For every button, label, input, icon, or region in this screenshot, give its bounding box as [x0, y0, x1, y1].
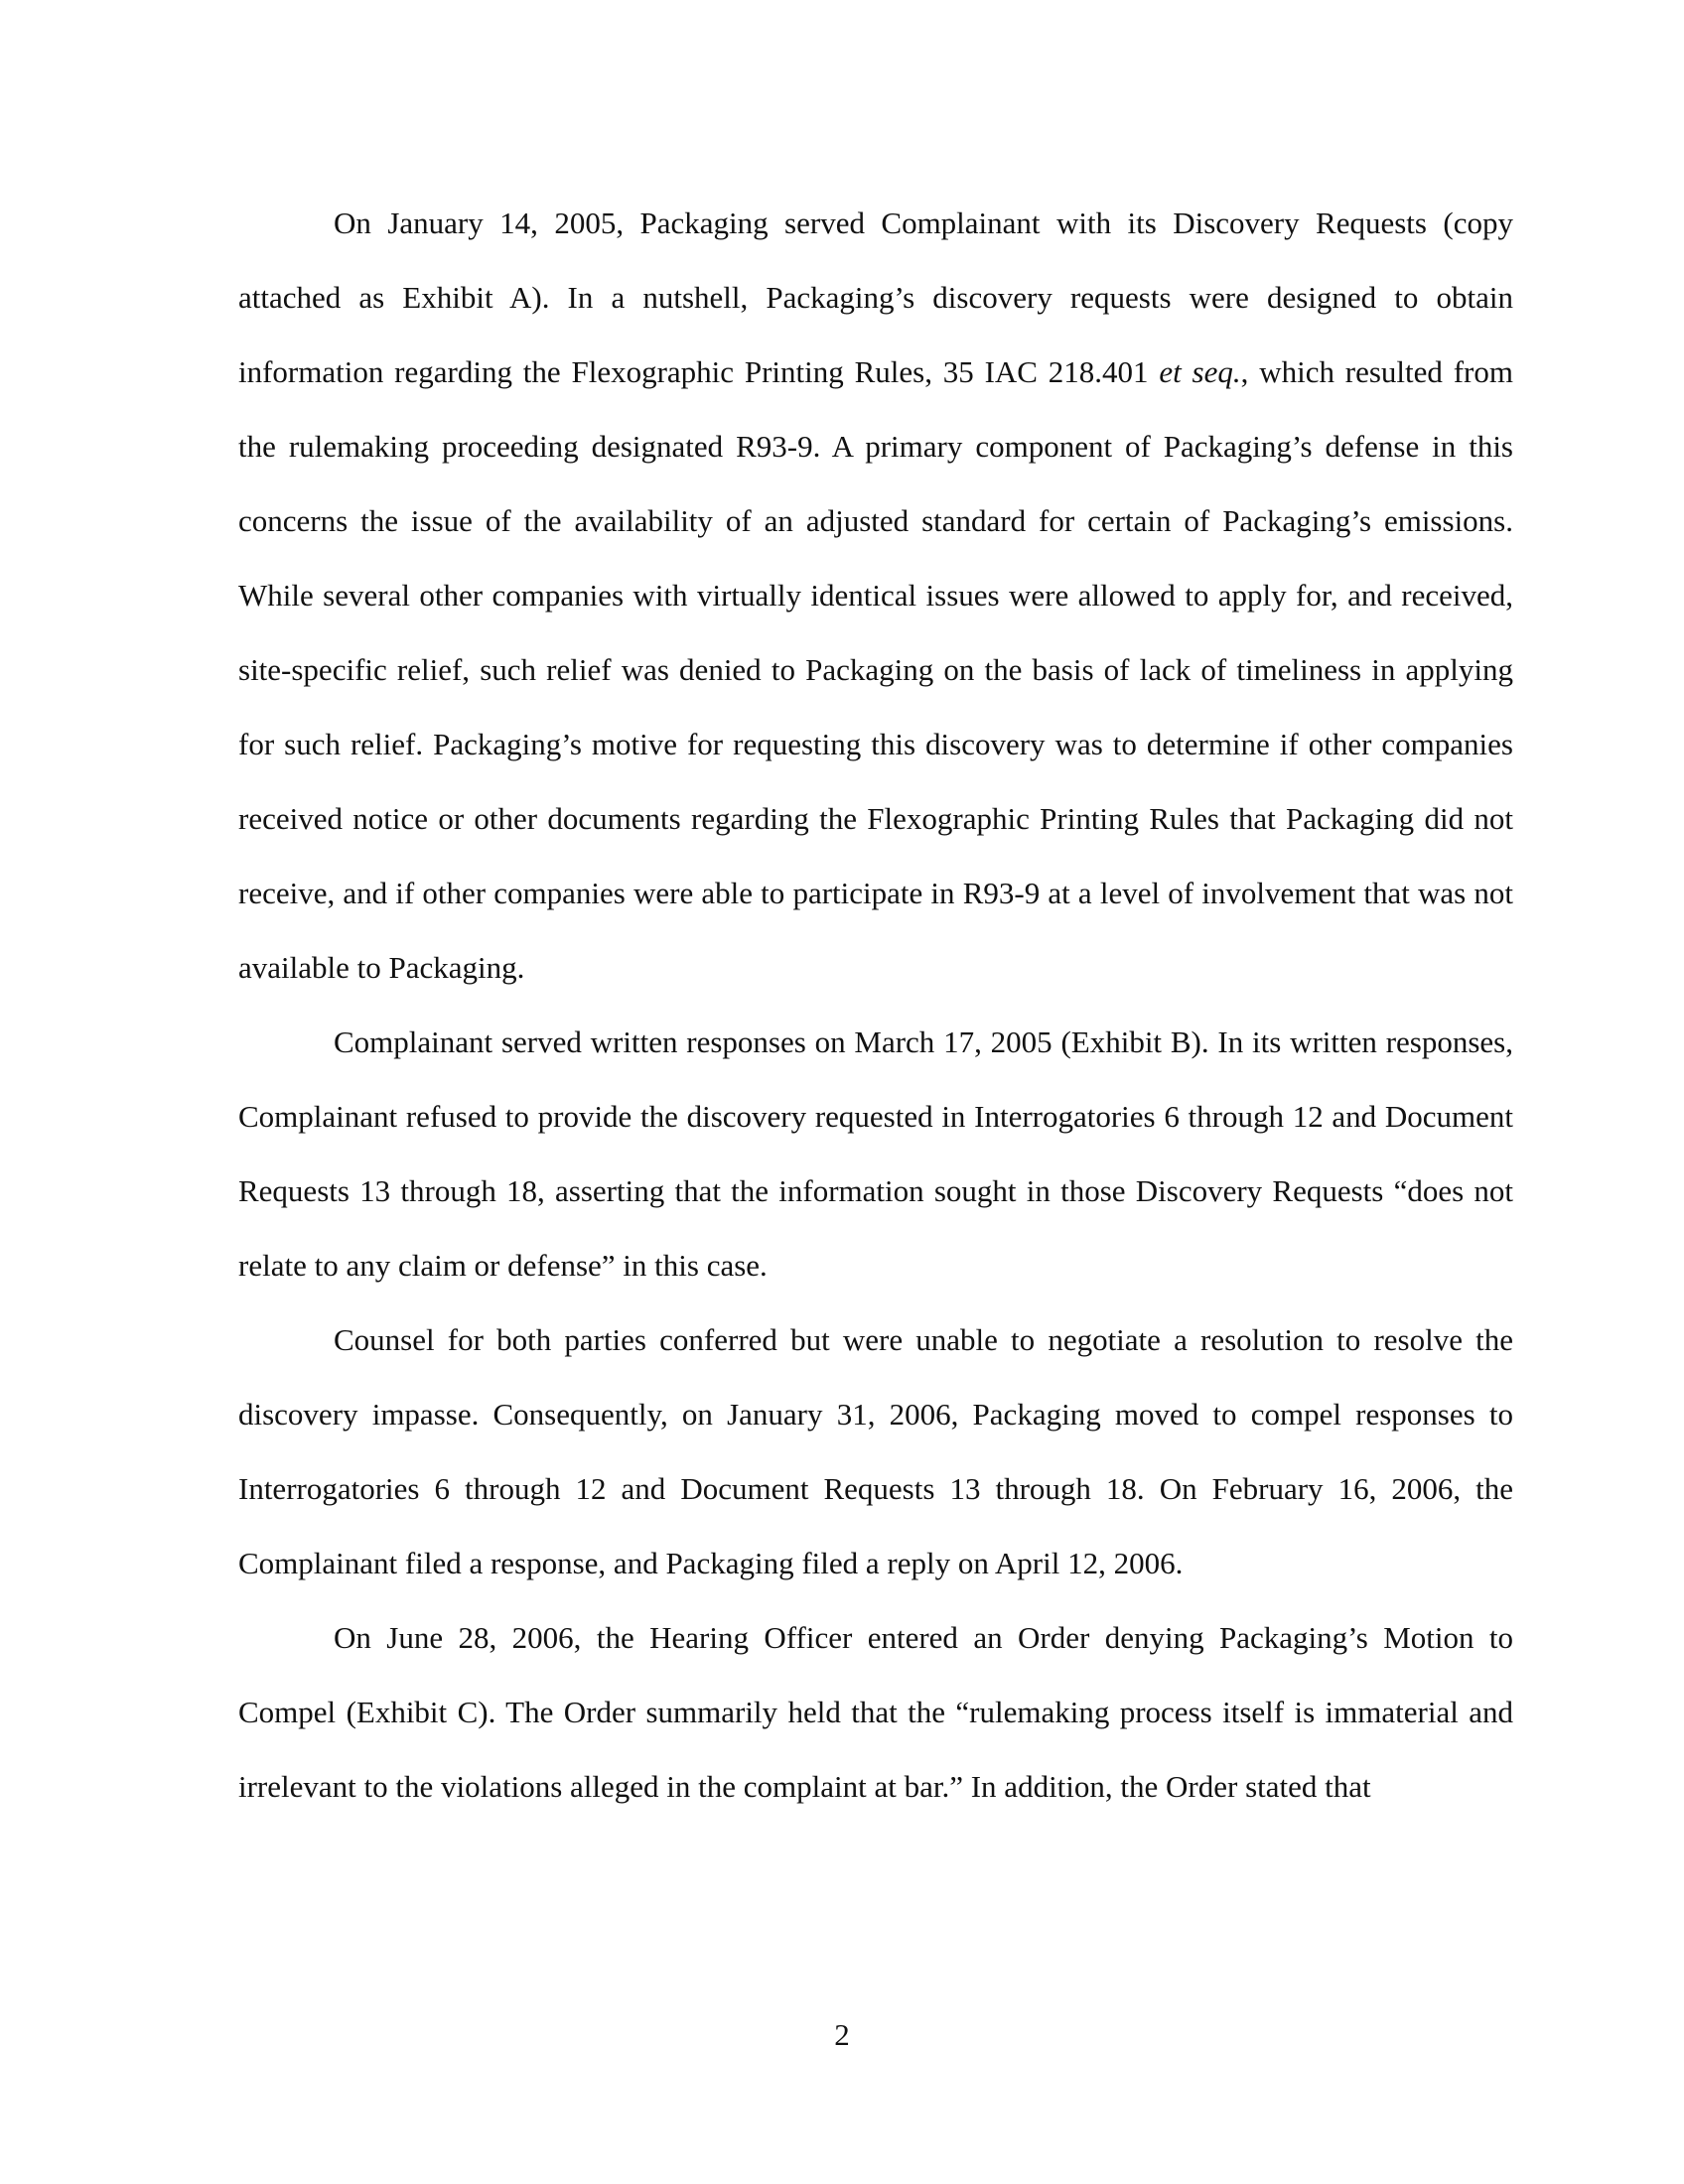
italic-et-seq: et seq. — [1159, 354, 1241, 389]
page-number: 2 — [834, 2017, 850, 2052]
paragraph-1-text-b: , which resulted from the rulemaking proceeding designated R93-9. A primary component of Packaging’s defense in this concerns the issue of the availability of an adjusted standard for certain of Packaging’s emissions. While several other companies with virtually identical issues were allowed to apply for, and received, site-specific relief, such relief was denied to Packaging on the basis of lack of timeliness in applying for such relief. Packaging’s motive for requesting this discovery was to determine if other companies received notice or other documents regarding the Flexographic Printing Rules that Packaging did not receive, and if other companies were able to participate in R93-9 at a level of involvement that was not available to Packaging. — [238, 354, 1513, 985]
paragraph-2: Complainant served written responses on March 17, 2005 (Exhibit B). In its written responses, Complainant refused to provide the discovery requested in Interrogatories 6 through 12 and Document Requests 13 through 18, asserting that the information sought in those Discovery Requests “does not relate to any claim or defense” in this case. — [238, 1024, 1513, 1283]
paragraph-3: Counsel for both parties conferred but were unable to negotiate a resolution to resolve the discovery impasse. Consequently, on January 31, 2006, Packaging moved to compel responses to Interrogatories 6 through 12 and Document Requests 13 through 18. On February 16, 2006, the Complainant filed a response, and Packaging filed a reply on April 12, 2006. — [238, 1322, 1513, 1580]
paragraph-1 — [238, 186, 1513, 1005]
paragraph-1-text-a: On January 14, 2005, Packaging served Complainant with its Discovery Requests (copy attached as Exhibit A). In a nutshell, Packaging’s discovery requests were designed to obtain information regarding the Flexographic Printing Rules, 35 IAC 218.401 — [238, 205, 1513, 389]
document-body — [238, 186, 1513, 1824]
paragraph-4: On June 28, 2006, the Hearing Officer entered an Order denying Packaging’s Motion to Compel (Exhibit C). The Order summarily held that the “rulemaking process itself is immaterial and irrelevant to the violations alleged in the complaint at bar.” In addition, the Order stated that — [238, 1620, 1513, 1804]
